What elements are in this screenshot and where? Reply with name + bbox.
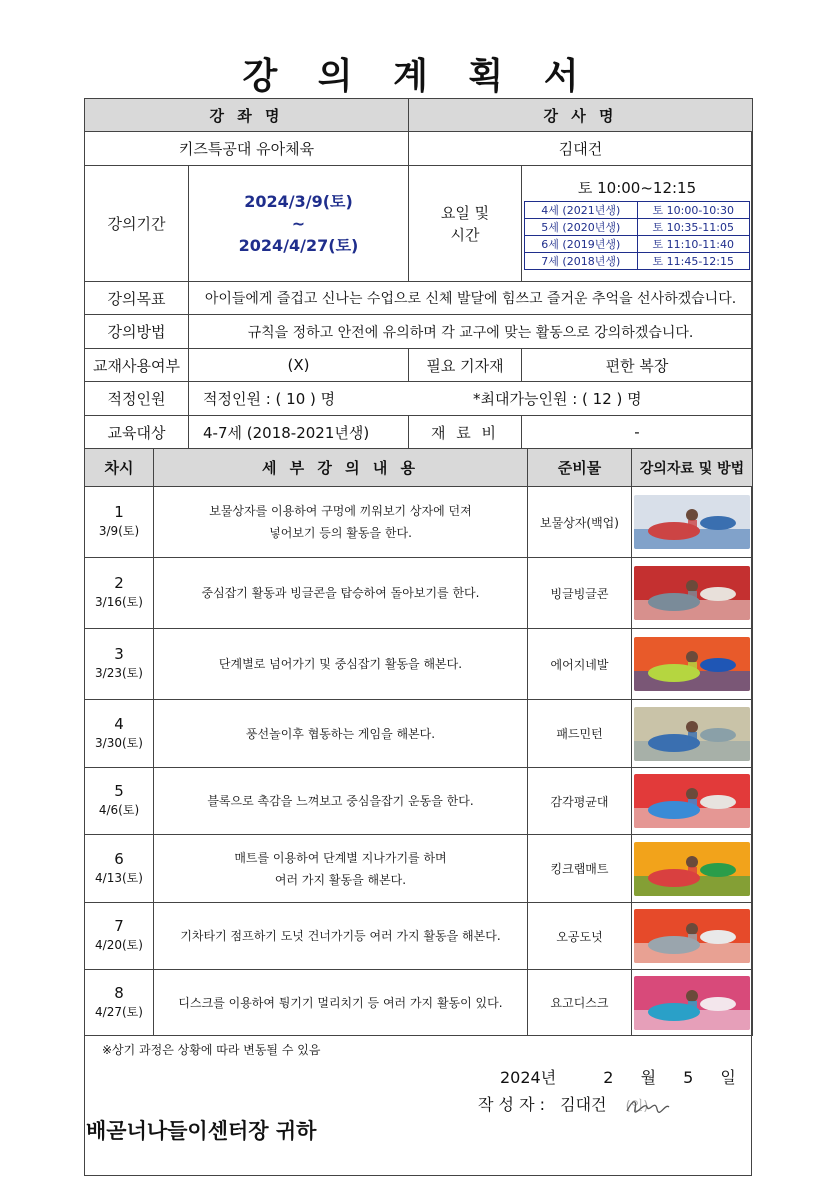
lesson-resource: [632, 970, 753, 1036]
schedule-cell: [522, 166, 753, 282]
capacity-max: *최대가능인원 : ( 12 ) 명: [473, 390, 642, 408]
signature-icon: [623, 1095, 671, 1117]
lesson-resource: [632, 835, 753, 903]
lesson-content: [154, 970, 528, 1036]
equipment-value: 편한 복장: [522, 349, 753, 382]
lesson-content: [154, 700, 528, 768]
lesson-content-line1: 단계별로 넘어가기 및 중심잡기 활동을 해본다.: [218, 657, 463, 671]
lesson-resource: [632, 768, 753, 835]
lesson-prep: 보물상자(백업): [528, 487, 632, 558]
schedule-row: [525, 236, 750, 253]
date-year: 2024년: [500, 1068, 557, 1087]
period-sep: ~: [291, 213, 306, 233]
prep-header: 준비물: [528, 449, 632, 487]
session-date: 3/16(토): [95, 595, 143, 609]
lesson-content-line2: 여러 가지 활동을 해본다.: [274, 872, 407, 887]
equipment-label: 필요 기자재: [409, 349, 522, 382]
session-date: 3/30(토): [95, 735, 143, 750]
lesson-content: [154, 487, 528, 558]
lesson-content: [154, 629, 528, 700]
session-number: 2: [114, 574, 124, 592]
schedule-time: 토 11:10-11:40: [637, 236, 750, 253]
lesson-row: [85, 835, 753, 903]
capacity-cell: [189, 382, 753, 416]
course-name: 키즈특공대 유아체육: [85, 132, 409, 166]
date-day-label: 일: [720, 1068, 736, 1087]
capacity-proper: 적정인원 : ( 10 ) 명: [203, 390, 336, 408]
schedule-time: 토 10:00-10:30: [637, 202, 750, 219]
lesson-content: [154, 768, 528, 835]
method-text: 규칙을 정하고 안전에 유의하며 각 교구에 맞는 활동으로 강의하겠습니다.: [189, 315, 753, 349]
fee-value: -: [522, 416, 753, 449]
target-label: 교육대상: [85, 416, 189, 449]
session-cell: [85, 487, 154, 558]
session-number: 1: [114, 503, 124, 521]
spin-cone-photo: [634, 566, 750, 620]
resource-header: 강의자료 및 방법: [632, 449, 753, 487]
session-number: 3: [114, 645, 124, 663]
session-cell: [85, 558, 154, 629]
padminton-photo: [634, 707, 750, 761]
lesson-content-line2: 넣어보기 등의 활동을 한다.: [269, 526, 412, 540]
date-day: 5: [683, 1068, 694, 1087]
lesson-content: [154, 903, 528, 970]
lesson-content-line1: 보물상자를 이용하여 구멍에 끼워보기 상자에 던져: [209, 504, 472, 518]
balance-beam-photo: [634, 774, 750, 828]
period-end: 2024/4/27(토): [238, 235, 359, 255]
lessons-table: [84, 448, 753, 1036]
session-number: 5: [114, 782, 124, 800]
instructor-name: 김대건: [409, 132, 753, 166]
lesson-resource: [632, 700, 753, 768]
donut-photo: [634, 909, 750, 963]
treasure-box-photo: [634, 495, 750, 549]
schedule-table: [524, 201, 750, 270]
schedule-time: 토 10:35-11:05: [637, 219, 750, 236]
period-start: 2024/3/9(토): [244, 191, 353, 211]
disc-photo: [634, 976, 750, 1030]
session-cell: [85, 700, 154, 768]
fee-label: 재 료 비: [409, 416, 522, 449]
lesson-row: [85, 903, 753, 970]
lesson-content-line1: 블록으로 촉감을 느껴보고 중심을잡기 운동을 한다.: [207, 794, 474, 808]
session-date: 3/23(토): [95, 666, 143, 680]
lesson-content-line1: 풍선놀이후 협동하는 게임을 해본다.: [245, 726, 436, 741]
session-date: 4/13(토): [95, 870, 143, 885]
goal-text: 아이들에게 즐겁고 신나는 수업으로 신체 발달에 힘쓰고 즐거운 추억을 선사하겠습니다.: [189, 282, 753, 315]
material-label: 교재사용여부: [85, 349, 189, 382]
lesson-prep: 킹크랩매트: [528, 835, 632, 903]
lesson-rows: [85, 487, 753, 1036]
lesson-resource: [632, 487, 753, 558]
session-header: 차시: [85, 449, 154, 487]
period-dates: [189, 166, 409, 282]
instructor-label: 강 사 명: [409, 99, 753, 132]
schedule-row: [525, 219, 750, 236]
schedule-label: [409, 166, 522, 282]
capacity-label: 적정인원: [85, 382, 189, 416]
lesson-row: [85, 700, 753, 768]
session-date: 4/20(토): [95, 938, 143, 952]
lesson-content-line1: 기차타기 점프하기 도넛 건너가기등 여러 가지 활동을 해본다.: [180, 929, 501, 943]
author-label: 작 성 자 :: [478, 1095, 546, 1114]
info-table: [84, 98, 753, 449]
schedule-age: 4세 (2021년생): [525, 202, 638, 219]
session-number: 6: [114, 849, 124, 868]
addressee: 배곧너나들이센터장 귀하: [86, 1119, 317, 1143]
document-date: [500, 1065, 736, 1088]
change-note: ※상기 과정은 상황에 따라 변동될 수 있음: [102, 1043, 321, 1057]
date-month: 2: [603, 1068, 614, 1087]
session-date: 4/6(토): [98, 803, 140, 817]
session-cell: [85, 835, 154, 903]
schedule-row: [525, 253, 750, 270]
target-value: 4-7세 (2018-2021년생): [189, 416, 409, 449]
lesson-content-line1: 디스크를 이용하여 튕기기 멀리치기 등 여러 가지 활동이 있다.: [178, 995, 503, 1010]
lesson-row: [85, 970, 753, 1036]
lesson-content: [154, 558, 528, 629]
lesson-content: [154, 835, 528, 903]
session-number: 7: [114, 917, 124, 935]
document-title: 강 의 계 획 서: [242, 56, 593, 97]
session-cell: [85, 629, 154, 700]
session-number: 4: [114, 714, 124, 733]
lesson-row: [85, 487, 753, 558]
material-value: (X): [189, 349, 409, 382]
goal-label: 강의목표: [85, 282, 189, 315]
lesson-resource: [632, 903, 753, 970]
schedule-label-line1: 요일 및: [440, 203, 490, 222]
date-month-label: 월: [640, 1068, 657, 1087]
lesson-prep: 오공도넛: [528, 903, 632, 970]
author-name: 김대건: [560, 1095, 607, 1114]
lesson-content-line1: 매트를 이용하여 단계별 지나가기를 하며: [234, 850, 447, 865]
lesson-prep: 감각평균대: [528, 768, 632, 835]
lesson-content-line1: 중심잡기 활동과 빙글콘을 탑승하여 돌아보기를 한다.: [201, 586, 480, 600]
session-cell: [85, 903, 154, 970]
session-cell: [85, 768, 154, 835]
course-label: 강 좌 명: [85, 99, 409, 132]
schedule-label-line2: 시간: [450, 225, 480, 244]
session-date: 3/9(토): [98, 524, 140, 538]
kingcrab-mat-photo: [634, 842, 750, 896]
seal-mark: (인): [625, 1099, 649, 1114]
lesson-row: [85, 558, 753, 629]
lesson-row: [85, 768, 753, 835]
lesson-prep: 에어지네발: [528, 629, 632, 700]
session-number: 8: [114, 983, 124, 1002]
schedule-time: 토 11:45-12:15: [637, 253, 750, 270]
air-centipede-photo: [634, 637, 750, 691]
schedule-overall: 토 10:00~12:15: [577, 179, 697, 197]
lesson-prep: 빙글빙글콘: [528, 558, 632, 629]
lesson-resource: [632, 629, 753, 700]
schedule-age: 7세 (2018년생): [525, 253, 638, 270]
content-header: 세 부 강 의 내 용: [154, 449, 528, 487]
session-date: 4/27(토): [95, 1004, 143, 1019]
lesson-resource: [632, 558, 753, 629]
author-line: [478, 1092, 671, 1117]
method-label: 강의방법: [85, 315, 189, 349]
period-label: 강의기간: [85, 166, 189, 282]
session-cell: [85, 970, 154, 1036]
schedule-age: 6세 (2019년생): [525, 236, 638, 253]
lesson-row: [85, 629, 753, 700]
lesson-prep: 요고디스크: [528, 970, 632, 1036]
schedule-row: [525, 202, 750, 219]
schedule-age: 5세 (2020년생): [525, 219, 638, 236]
lesson-prep: 패드민턴: [528, 700, 632, 768]
